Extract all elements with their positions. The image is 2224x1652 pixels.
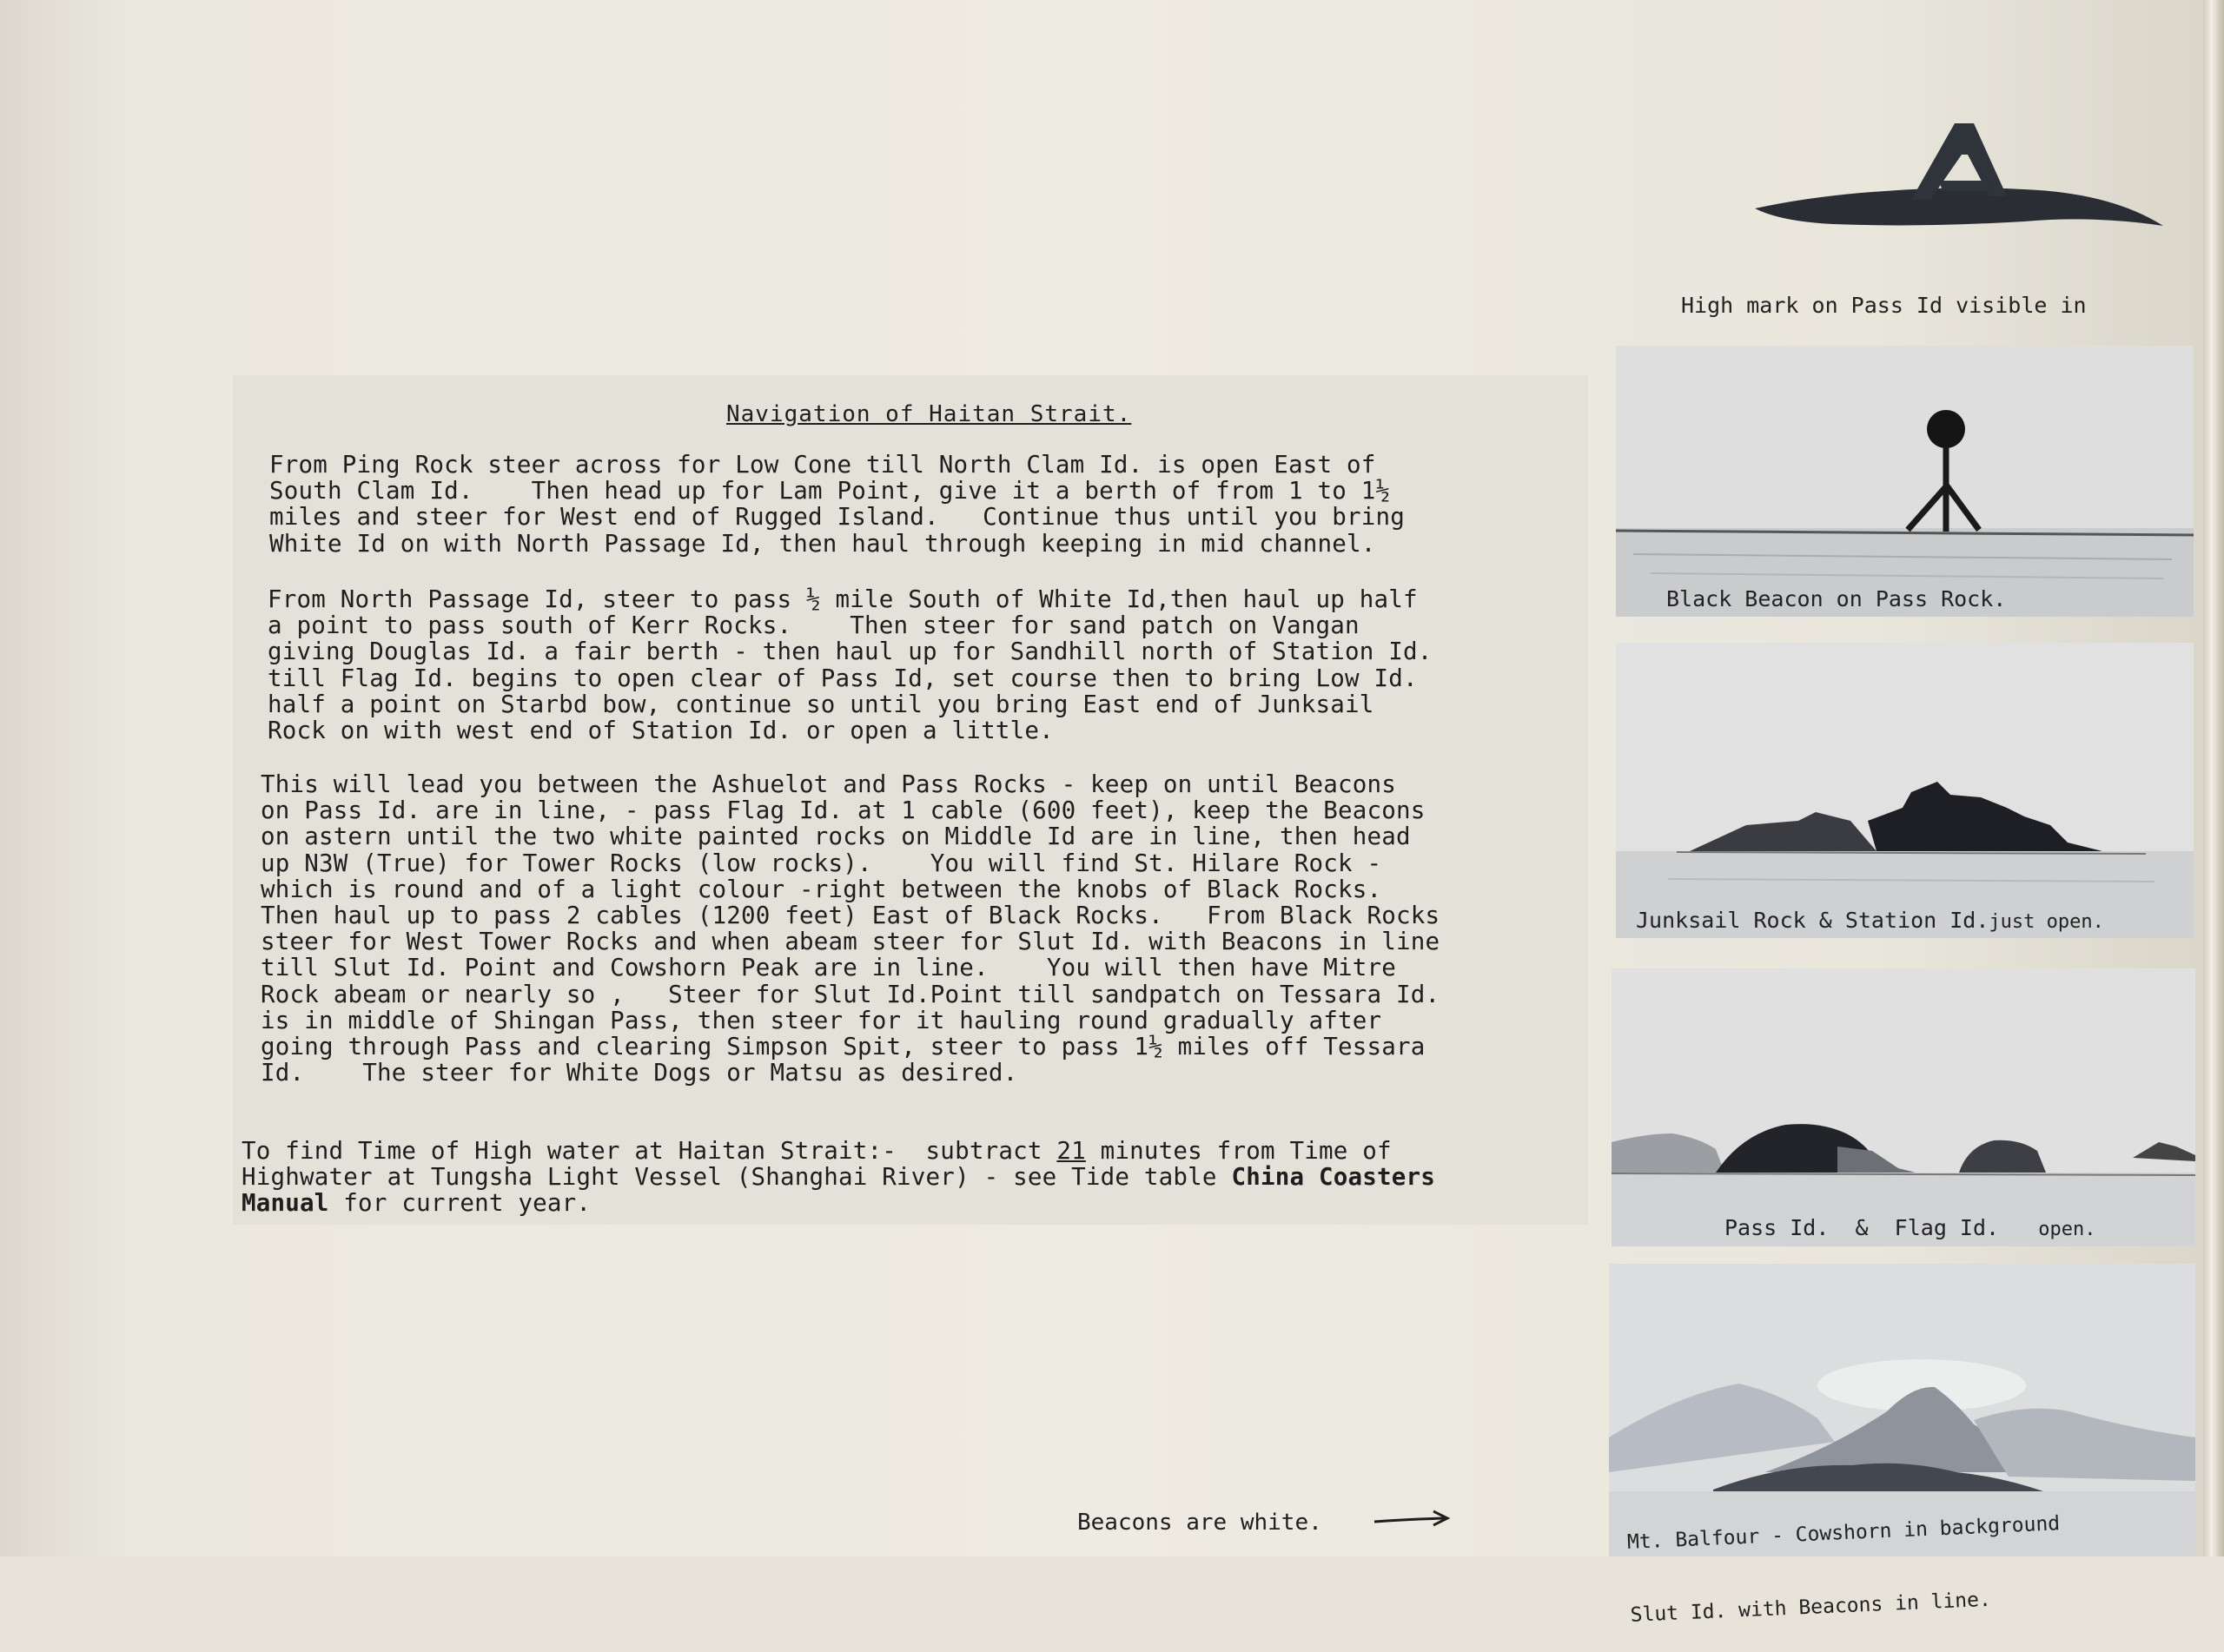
- text-line: which is round and of a light colour -right between the knobs of Black Rocks.: [261, 875, 1382, 903]
- text-line: South Clam Id. Then head up for Lam Point, give it a berth of from 1 to 1½: [269, 477, 1391, 506]
- text-fragment: for current year.: [328, 1189, 592, 1218]
- caption-text: Junksail Rock & Station Id.: [1636, 908, 1989, 933]
- text-line: half a point on Starbd bow, continue so until you bring East end of Junksail: [268, 690, 1374, 718]
- text-line: going through Pass and clearing Simpson Spit, steer to pass 1½ miles off Tessara: [261, 1033, 1426, 1061]
- text-line: This will lead you between the Ashuelot and Pass Rocks - keep on until Beacons: [261, 770, 1396, 798]
- caption-text: Pass Id. & Flag Id.: [1724, 1215, 2000, 1240]
- text-line: [242, 1190, 1435, 1216]
- caption-line: Mt. Balfour - Cowshorn in background: [1626, 1512, 2061, 1554]
- text-line: From North Passage Id, steer to pass ½ mile South of White Id,then haul up half: [268, 585, 1418, 613]
- manual-title: Manual: [242, 1189, 329, 1218]
- paragraph-2: [268, 586, 1433, 743]
- text-fragment: To find Time of High water at Haitan Strait:- subtract: [242, 1137, 1057, 1165]
- page-edge: [2203, 0, 2224, 1556]
- text-line: on astern until the two white painted rocks on Middle Id are in line, then head: [261, 823, 1411, 851]
- text-line: a point to pass south of Kerr Rocks. Then steer for sand patch on Vangan: [268, 611, 1360, 640]
- caption-line: High mark on Pass Id visible in: [1681, 293, 2087, 318]
- text-line: is in middle of Shingan Pass, then steer for it hauling round gradually after: [261, 1006, 1382, 1034]
- caption-pass-flag: [1724, 1216, 2095, 1242]
- text-line: Then haul up to pass 2 cables (1200 feet) East of Black Rocks. From Black Rocks: [261, 902, 1440, 930]
- text-line: White Id on with North Passage Id, then haul through keeping in mid channel.: [269, 529, 1376, 558]
- document-title: Navigation of Haitan Strait.: [726, 401, 1132, 427]
- caption-text: open.: [2038, 1219, 2096, 1240]
- text-line: till Slut Id. Point and Cowshorn Peak are in line. You will then have Mitre: [261, 954, 1396, 982]
- text-line: on Pass Id. are in line, - pass Flag Id. at 1 cable (600 feet), keep the Beacons: [261, 796, 1426, 825]
- text-line: steer for West Tower Rocks and when abeam steer for Slut Id. with Beacons in line: [261, 928, 1440, 956]
- text-line: [242, 1138, 1435, 1164]
- black-beacon-sketch: [1616, 346, 2194, 617]
- text-line: giving Douglas Id. a fair berth - then haul up for Sandhill north of Station Id.: [268, 638, 1433, 666]
- paragraph-3: [261, 771, 1440, 1086]
- caption-text: [1999, 1215, 2038, 1240]
- high-mark-sketch: [1746, 113, 2181, 243]
- text-line: up N3W (True) for Tower Rocks (low rocks). You will find St. Hilare Rock -: [261, 849, 1382, 877]
- text-line: till Flag Id. begins to open clear of Pass Id, set course then to bring Low Id.: [268, 664, 1418, 692]
- text-line: [242, 1164, 1435, 1190]
- text-line: Rock on with west end of Station Id. or open a little.: [268, 717, 1054, 745]
- text-line: Id. The steer for White Dogs or Matsu as desired.: [261, 1059, 1018, 1087]
- caption-junksail: [1636, 909, 2104, 935]
- paragraph-4-tide: [242, 1138, 1435, 1217]
- paragraph-1: [269, 452, 1405, 557]
- minutes-value: 21: [1056, 1137, 1086, 1165]
- caption-text: just open.: [1989, 911, 2104, 933]
- caption-line: Slut Id. with Beacons in line.: [1630, 1588, 1992, 1627]
- text-line: miles and steer for West end of Rugged Island. Continue thus until you bring: [269, 503, 1405, 532]
- junksail-rock-sketch: [1616, 643, 2194, 938]
- arrow-right-icon: [1373, 1507, 1451, 1533]
- text-fragment: minutes from Time of: [1085, 1137, 1392, 1165]
- text-fragment: Highwater at Tungsha Light Vessel (Shanghai River) - see Tide table: [242, 1163, 1232, 1192]
- pass-flag-sketch: [1612, 968, 2195, 1246]
- caption-black-beacon: Black Beacon on Pass Rock.: [1666, 586, 2007, 611]
- text-line: Rock abeam or nearly so , Steer for Slut Id.Point till sandpatch on Tessara Id.: [261, 980, 1440, 1008]
- caption-mt-balfour: [1625, 1463, 2065, 1652]
- beacons-note: Beacons are white.: [1077, 1510, 1322, 1536]
- manual-title: China Coasters: [1231, 1163, 1436, 1192]
- text-line: From Ping Rock steer across for Low Cone till North Clam Id. is open East of: [269, 451, 1376, 479]
